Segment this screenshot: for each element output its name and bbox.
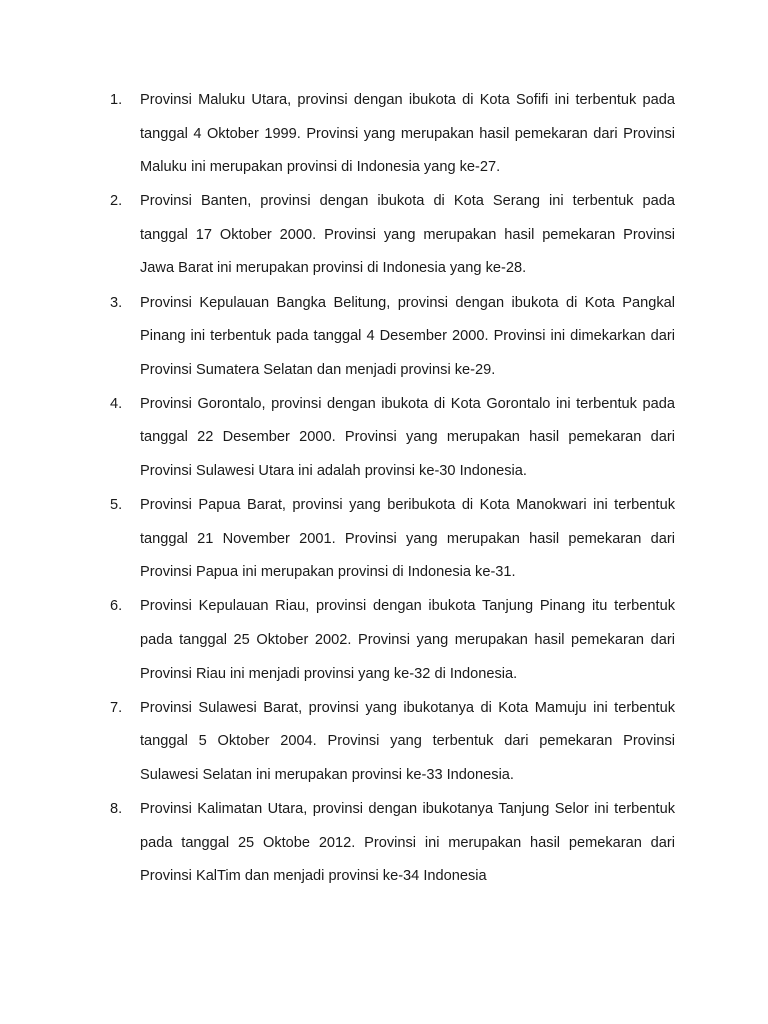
list-item-number: 8. xyxy=(110,800,123,817)
list-item-number: 1. xyxy=(110,92,123,108)
list-item xyxy=(110,388,675,489)
list-item xyxy=(110,287,675,388)
list-item-number: 4. xyxy=(110,395,123,412)
list-item xyxy=(110,489,675,590)
list-item-text: Provinsi Kepulauan Bangka Belitung, provinsi dengan ibukota di Kota Pangkal Pinang ini terbentuk pada tanggal 4 Desember 2000. Provinsi ini dimekarkan dari Provinsi Sumatera Selatan dan menjadi provinsi ke-29. xyxy=(140,294,675,378)
list-item-text: Provinsi Banten, provinsi dengan ibukota di Kota Serang ini terbentuk pada tanggal 17 Oktober 2000. Provinsi yang merupakan hasil pemekaran Provinsi Jawa Barat ini merupakan provinsi di Indonesia yang ke-28. xyxy=(140,193,675,277)
list-item-text: Provinsi Papua Barat, provinsi yang beribukota di Kota Manokwari ini terbentuk tanggal 21 November 2001. Provinsi yang merupakan hasil pemekaran dari Provinsi Papua ini merupakan provinsi di Indonesia ke-31. xyxy=(140,497,675,581)
list-item xyxy=(110,84,675,185)
list-item xyxy=(110,692,675,793)
list-item-text: Provinsi Gorontalo, provinsi dengan ibukota di Kota Gorontalo ini terbentuk pada tanggal 22 Desember 2000. Provinsi yang merupakan hasil pemekaran dari Provinsi Sulawesi Utara ini adalah provinsi ke-30 Indonesia. xyxy=(140,395,675,480)
list-item-text: Provinsi Maluku Utara, provinsi dengan ibukota di Kota Sofifi ini terbentuk pada tanggal 4 Oktober 1999. Provinsi yang merupakan hasil pemekaran dari Provinsi Maluku ini merupakan provinsi di Indonesia yang ke-27. xyxy=(140,92,675,176)
list-item xyxy=(110,793,675,894)
list-item-number: 2. xyxy=(110,193,123,210)
list-item-text: Provinsi Kalimatan Utara, provinsi dengan ibukotanya Tanjung Selor ini terbentuk pada tanggal 25 Oktobe 2012. Provinsi ini merupakan hasil pemekaran dari Provinsi KalTim dan menjadi provinsi ke-34 Indonesia xyxy=(140,800,675,885)
list-item-text: Provinsi Sulawesi Barat, provinsi yang ibukotanya di Kota Mamuju ini terbentuk tanggal 5 Oktober 2004. Provinsi yang terbentuk dari pemekaran Provinsi Sulawesi Selatan ini merupakan provinsi ke-33 Indonesia. xyxy=(140,699,675,783)
list-item-text: Provinsi Kepulauan Riau, provinsi dengan ibukota Tanjung Pinang itu terbentuk pada tanggal 25 Oktober 2002. Provinsi yang merupakan hasil pemekaran dari Provinsi Riau ini menjadi provinsi yang ke-32 di Indonesia. xyxy=(140,598,675,682)
province-list xyxy=(110,84,675,894)
list-item-number: 6. xyxy=(110,598,123,615)
list-item-number: 5. xyxy=(110,497,123,514)
list-item-number: 3. xyxy=(110,294,123,311)
list-item-number: 7. xyxy=(110,699,123,716)
list-item xyxy=(110,590,675,691)
list-item xyxy=(110,185,675,286)
